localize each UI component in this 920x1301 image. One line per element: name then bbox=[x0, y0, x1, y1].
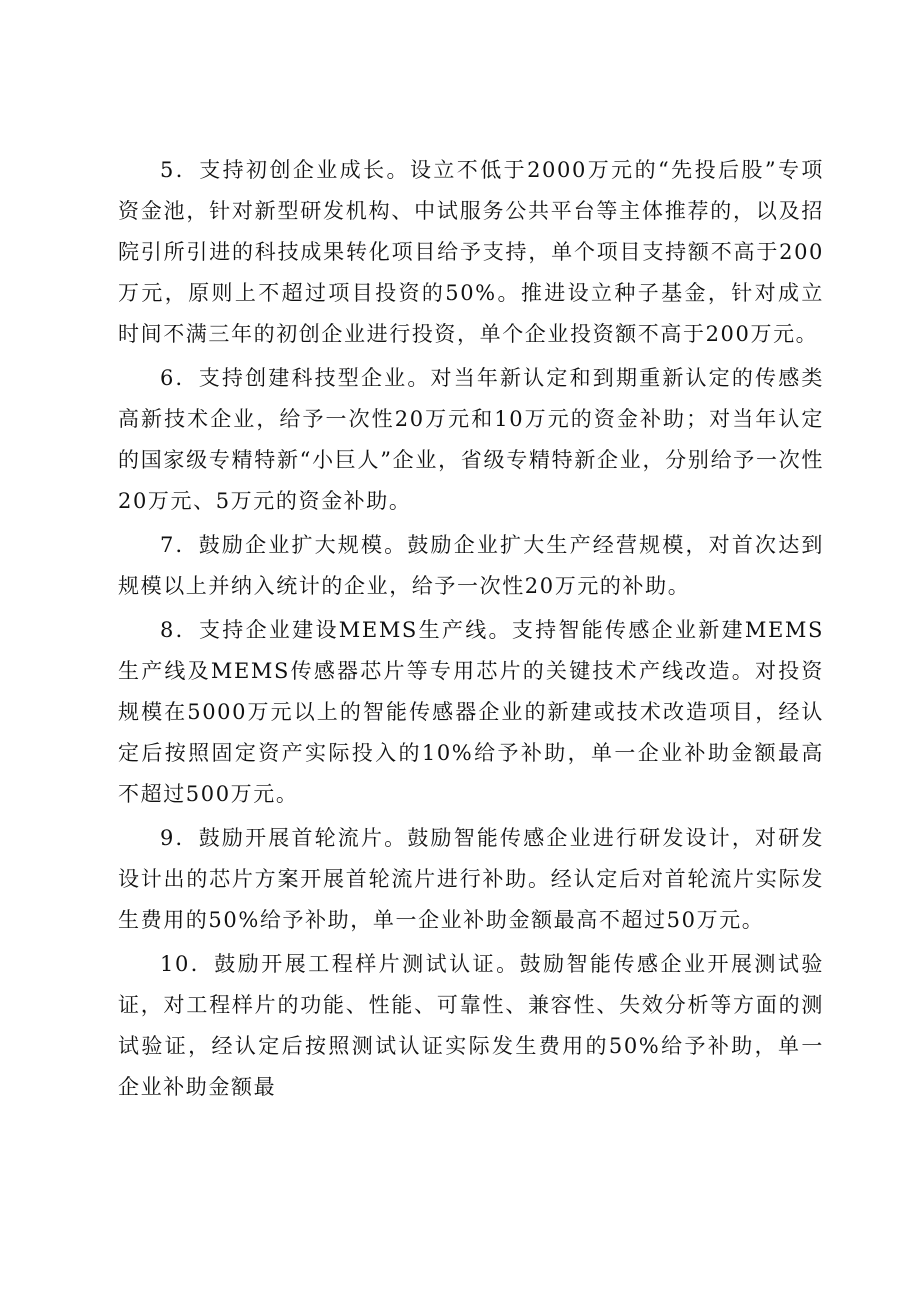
paragraph-item-10: 10．鼓励开展工程样片测试认证。鼓励智能传感企业开展测试验证，对工程样片的功能、性能、可靠性、兼容性、失效分析等方面的测试验证，经认定后按照测试认证实际发生费用的50%给予补助，单一企业补助金额最 bbox=[118, 952, 824, 1099]
paragraph-item-5: 5．支持初创企业成长。设立不低于2000万元的“先投后股”专项资金池，针对新型研发机构、中试服务公共平台等主体推荐的，以及招院引所引进的科技成果转化项目给予支持，单个项目支持额不高于200万元，原则上不超过项目投资的50%。推进设立种子基金，针对成立时间不满三年的初创企业进行投资，单个企业投资额不高于200万元。 bbox=[118, 158, 824, 346]
paragraph-item-7: 7．鼓励企业扩大规模。鼓励企业扩大生产经营规模，对首次达到规模以上并纳入统计的企业，给予一次性20万元的补助。 bbox=[118, 533, 824, 598]
paragraph-item-8: 8．支持企业建设MEMS生产线。支持智能传感企业新建MEMS生产线及MEMS传感器芯片等专用芯片的关键技术产线改造。对投资规模在5000万元以上的智能传感器企业的新建或技术改造项目，经认定后按照固定资产实际投入的10%给予补助，单一企业补助金额最高不超过500万元。 bbox=[118, 618, 824, 806]
paragraph-item-9: 9．鼓励开展首轮流片。鼓励智能传感企业进行研发设计，对研发设计出的芯片方案开展首轮流片进行补助。经认定后对首轮流片实际发生费用的50%给予补助，单一企业补助金额最高不超过50万元。 bbox=[118, 826, 824, 932]
document-body bbox=[118, 150, 824, 1108]
paragraph-item-6: 6．支持创建科技型企业。对当年新认定和到期重新认定的传感类高新技术企业，给予一次性20万元和10万元的资金补助；对当年认定的国家级专精特新“小巨人”企业，省级专精特新企业，分别给予一次性20万元、5万元的资金补助。 bbox=[118, 366, 824, 513]
